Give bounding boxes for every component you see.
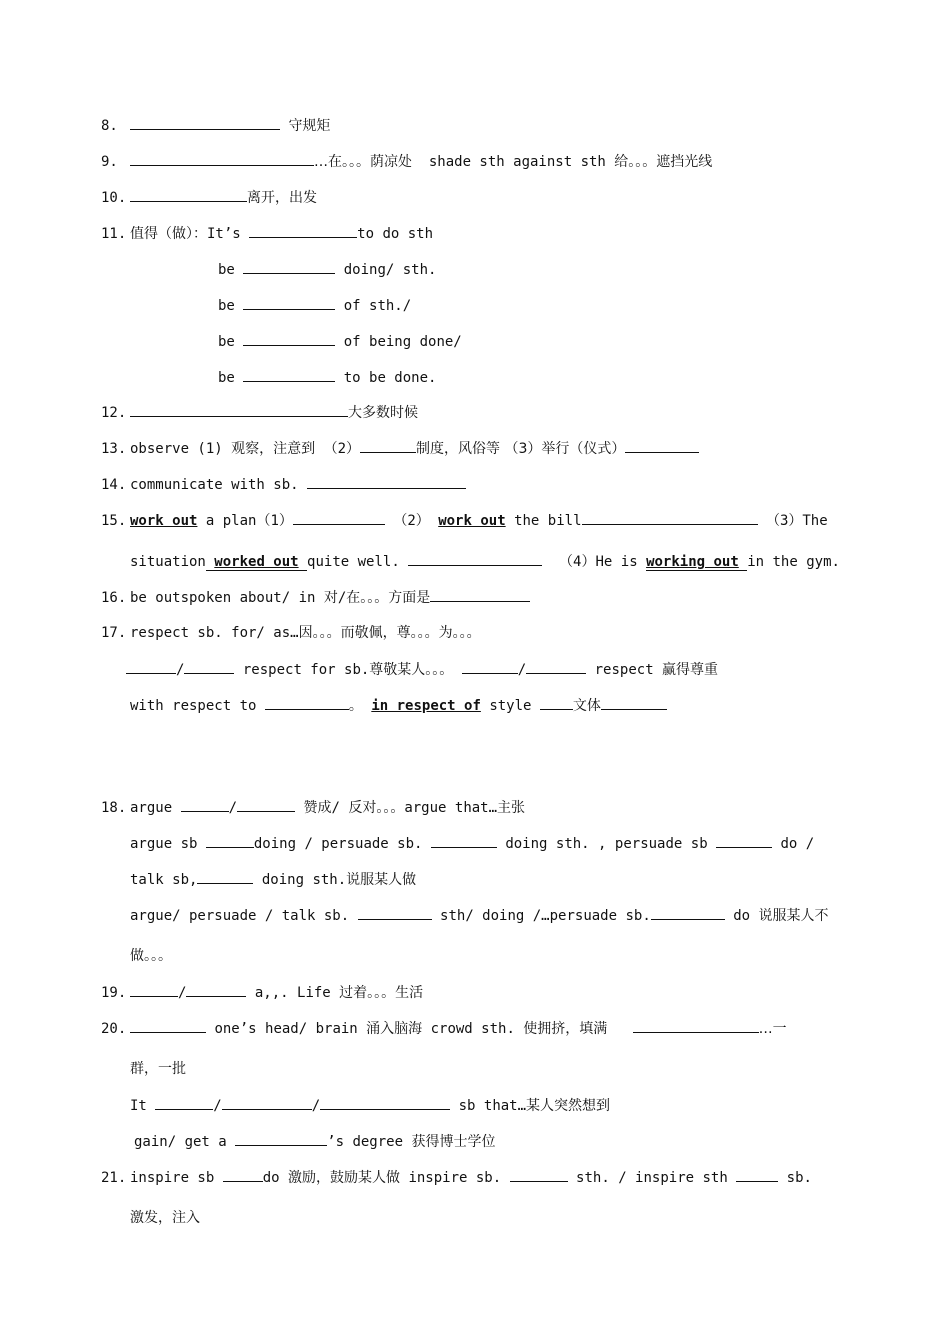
item-text: do / [780, 836, 815, 852]
item-text: 守规矩 [288, 118, 331, 134]
item-11-row-2 [218, 296, 411, 315]
answer-blank[interactable] [265, 696, 349, 710]
answer-blank[interactable] [130, 983, 178, 997]
answer-blank[interactable] [320, 1096, 450, 1110]
answer-blank[interactable] [360, 439, 416, 453]
item-text: 值得（做）：It’s [130, 226, 241, 242]
item-text: …一 [758, 1021, 787, 1037]
answer-blank[interactable] [651, 906, 725, 920]
item-17-row-1 [126, 660, 718, 679]
answer-blank[interactable] [206, 834, 254, 848]
item-text: doing sth. , persuade sb [505, 836, 708, 852]
item-text: respect sb. for/ as…因。。。而敬佩，尊。。。为。。。 [130, 625, 481, 641]
item-16 [101, 588, 530, 607]
item-text: a plan（1） [205, 513, 293, 529]
item-text: 大多数时候 [348, 405, 418, 421]
item-text: sb. [786, 1170, 812, 1186]
item-text: （3）The [765, 513, 828, 529]
item-text: （4）He is [559, 554, 638, 570]
item-text: 文体 [572, 698, 601, 714]
item-15-cont [130, 552, 840, 571]
item-18-row-2 [130, 870, 416, 889]
item-number: 17. [101, 625, 127, 641]
item-text: do 说服某人不 [733, 908, 829, 924]
item-11-row-4 [218, 368, 436, 387]
answer-blank[interactable] [431, 834, 497, 848]
item-text: in the gym. [747, 554, 840, 570]
answer-blank[interactable] [736, 1168, 778, 1182]
phrase-working-out: working out [646, 554, 739, 570]
item-text: 离开，出发 [247, 190, 317, 206]
answer-blank[interactable] [184, 660, 234, 674]
item-text: / [176, 662, 185, 678]
answer-blank[interactable] [235, 1132, 327, 1146]
item-20-row-2 [130, 1096, 610, 1115]
answer-blank[interactable] [222, 1096, 312, 1110]
item-text: sth/ doing /…persuade sb. [440, 908, 651, 924]
item-15 [101, 511, 828, 530]
answer-blank[interactable] [462, 660, 518, 674]
answer-blank[interactable] [186, 983, 246, 997]
item-text: …在。。。荫凉处 [314, 154, 412, 170]
item-text: / [517, 662, 527, 678]
answer-blank[interactable] [130, 188, 247, 202]
item-number: 8. [101, 118, 118, 134]
answer-blank[interactable] [237, 798, 295, 812]
item-number: 10. [101, 190, 127, 206]
item-11 [101, 224, 433, 243]
answer-blank[interactable] [625, 439, 699, 453]
item-text: respect 赢得尊重 [594, 662, 719, 678]
item-number: 14. [101, 477, 127, 493]
item-text: shade sth against sth 给。。。遮挡光线 [428, 154, 713, 170]
item-18 [101, 798, 525, 817]
answer-blank[interactable] [243, 332, 335, 346]
item-text: observe (1) 观察，注意到 （2） [130, 441, 361, 457]
item-text: / [311, 1098, 321, 1114]
item-18-row-1 [130, 834, 814, 853]
item-text: to do sth [357, 226, 434, 242]
item-text: ’s degree 获得博士学位 [327, 1134, 496, 1150]
item-text: doing sth.说服某人做 [261, 872, 417, 888]
phrase-work-out: work out [438, 513, 506, 529]
item-text: of sth./ [343, 298, 412, 314]
answer-blank[interactable] [249, 224, 357, 238]
item-text: argue/ persuade / talk sb. [130, 908, 350, 924]
item-text: doing/ sth. [343, 262, 437, 278]
item-text: to be done. [343, 370, 437, 386]
item-text: a,,. Life 过着。。。生活 [254, 985, 424, 1001]
item-text: argue sb [130, 836, 198, 852]
answer-blank[interactable] [582, 511, 758, 525]
answer-blank[interactable] [243, 260, 335, 274]
item-text: / [178, 985, 187, 1001]
item-number: 15. [101, 513, 127, 529]
answer-blank[interactable] [540, 696, 573, 710]
answer-blank[interactable] [408, 552, 542, 566]
answer-blank[interactable] [430, 588, 530, 602]
item-text: 制度，风俗等 （3）举行（仪式） [416, 441, 626, 457]
item-text: （2） [393, 513, 430, 529]
answer-blank[interactable] [130, 1019, 206, 1033]
item-number: 11. [101, 226, 127, 242]
item-text: doing / persuade sb. [253, 836, 423, 852]
item-11-row-3 [218, 332, 462, 351]
item-text: sth. / inspire sth [576, 1170, 728, 1186]
item-text: It [130, 1098, 147, 1114]
item-text: be outspoken about/ in 对/在。。。方面是 [130, 590, 431, 606]
item-number: 13. [101, 441, 127, 457]
answer-blank[interactable] [633, 1019, 759, 1033]
item-text: argue [130, 800, 173, 816]
item-17 [101, 624, 481, 642]
item-number: 21. [101, 1170, 127, 1186]
item-text: be [218, 370, 235, 386]
item-text: 群，一批 [130, 1061, 186, 1077]
answer-blank[interactable] [126, 660, 176, 674]
item-number: 12. [101, 405, 127, 421]
item-text: / [213, 1098, 222, 1114]
answer-blank[interactable] [307, 475, 466, 489]
answer-blank[interactable] [526, 660, 586, 674]
answer-blank[interactable] [223, 1168, 263, 1182]
answer-blank[interactable] [197, 870, 253, 884]
item-text: communicate with sb. [130, 477, 299, 493]
item-text: do 激励，鼓励某人做 inspire sb. [262, 1170, 502, 1186]
item-19 [101, 983, 423, 1002]
item-text: with respect to [130, 698, 257, 714]
item-number: 9. [101, 154, 118, 170]
item-text: 做。。。 [130, 948, 172, 964]
phrase-worked-out: worked out [214, 554, 299, 570]
item-text: be [218, 298, 235, 314]
phrase-in-respect-of: in respect of [371, 698, 481, 714]
item-12 [101, 403, 418, 422]
answer-blank[interactable] [181, 798, 229, 812]
item-text: quite well. [307, 554, 400, 570]
item-text: talk sb, [130, 872, 198, 888]
item-13 [101, 439, 699, 458]
answer-blank[interactable] [130, 116, 280, 130]
item-text: the bill [514, 513, 582, 529]
item-text: / [228, 800, 238, 816]
answer-blank[interactable] [601, 696, 667, 710]
item-20-row-1 [130, 1060, 186, 1078]
item-text: inspire sb [130, 1170, 215, 1186]
item-21 [101, 1168, 812, 1187]
item-text: respect for sb.尊敬某人。。。 [242, 662, 454, 678]
item-10 [101, 188, 317, 207]
item-number: 20. [101, 1021, 127, 1037]
answer-blank[interactable] [510, 1168, 568, 1182]
item-number: 18. [101, 800, 127, 816]
item-text: be [218, 334, 235, 350]
answer-blank[interactable] [155, 1096, 213, 1110]
answer-blank[interactable] [243, 296, 335, 310]
item-11-row-1 [218, 260, 436, 279]
answer-blank[interactable] [130, 403, 348, 417]
item-9 [101, 152, 712, 171]
item-text: gain/ get a [134, 1134, 227, 1150]
item-text: situation [130, 554, 206, 570]
item-14 [101, 475, 466, 494]
item-text: sb that…某人突然想到 [458, 1098, 611, 1114]
item-text: 激发，注入 [130, 1210, 200, 1226]
item-17-row-2 [130, 696, 667, 715]
item-18-row-3 [130, 906, 828, 925]
item-8 [101, 116, 330, 135]
answer-blank[interactable] [130, 152, 314, 166]
item-text: style [489, 698, 532, 714]
answer-blank[interactable] [358, 906, 432, 920]
answer-blank[interactable] [293, 511, 385, 525]
item-number: 16. [101, 590, 127, 606]
item-20-row-3 [134, 1132, 495, 1151]
item-text: of being done/ [343, 334, 462, 350]
answer-blank[interactable] [243, 368, 335, 382]
item-21-row-1 [130, 1209, 200, 1227]
item-text: 赞成/ 反对。。。argue that…主张 [303, 800, 526, 816]
item-number: 19. [101, 985, 127, 1001]
item-20 [101, 1019, 787, 1038]
item-text: one’s head/ brain 涌入脑海 crowd sth. 使拥挤，填满 [214, 1021, 608, 1037]
item-text: be [218, 262, 235, 278]
phrase-work-out: work out [130, 513, 198, 529]
item-18-row-4 [130, 947, 172, 965]
answer-blank[interactable] [716, 834, 772, 848]
item-text: 。 [348, 698, 363, 714]
